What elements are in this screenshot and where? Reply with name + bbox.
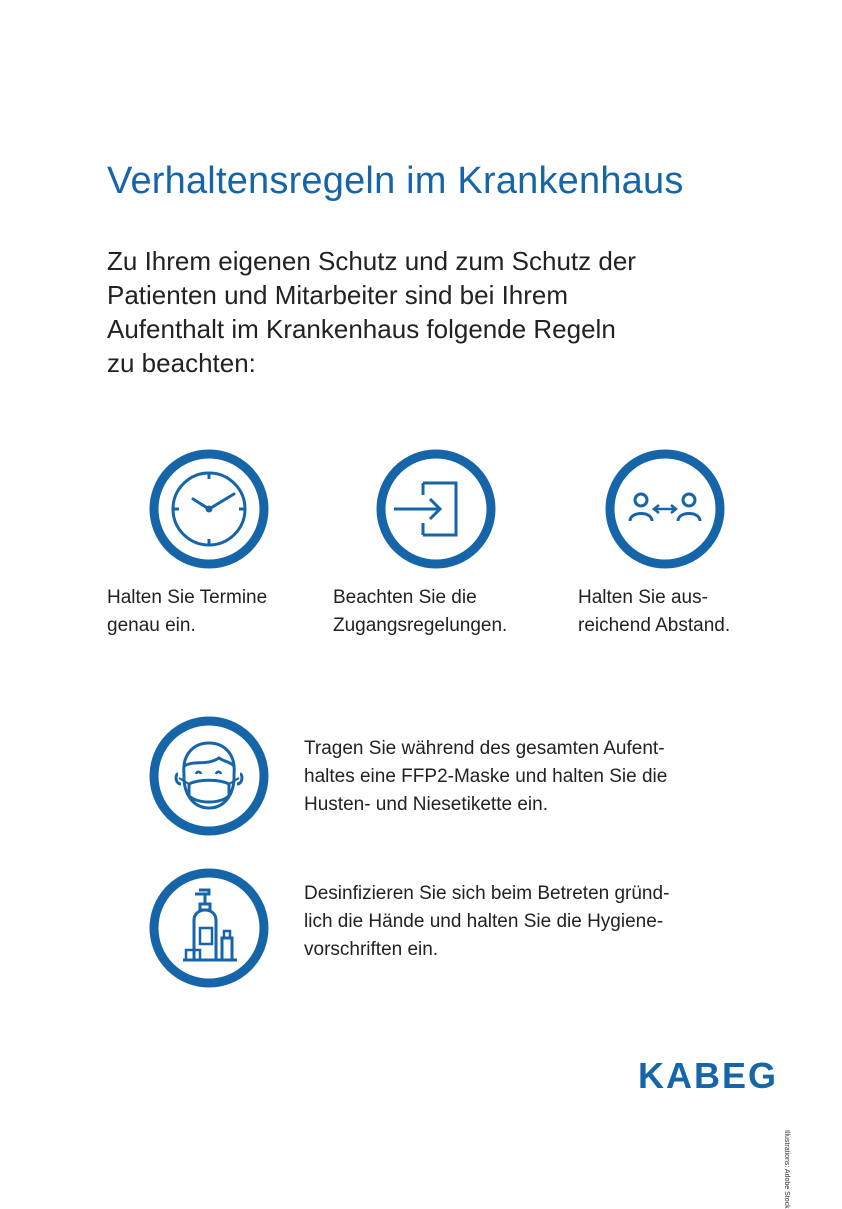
caption-line: vorschriften ein. [304,939,439,960]
disinfectant-icon [149,868,269,988]
clock-icon [149,449,269,569]
caption-line: Halten Sie aus- [578,587,708,608]
intro-text [107,244,747,380]
caption-line: Tragen Sie während des gesamten Aufent- [304,738,665,759]
rule-caption-distance [578,584,730,640]
caption-line: Zugangsregelungen. [333,615,508,636]
caption-line: Beachten Sie die [333,587,477,608]
rule-caption-mask [304,735,667,819]
intro-line: Patienten und Mitarbeiter sind bei Ihrem [107,280,569,310]
rule-caption-disinfection [304,880,669,964]
distance-icon [605,449,725,569]
caption-line: haltes eine FFP2-Maske und halten Sie die [304,766,668,787]
intro-line: zu beachten: [107,348,256,378]
caption-line: Husten- und Niesetikette ein. [304,794,548,815]
caption-line: genau ein. [107,615,196,636]
entrance-icon [376,449,496,569]
page-title: Verhaltensregeln im Krankenhaus [107,160,684,202]
caption-line: Halten Sie Termine [107,587,268,608]
caption-line: Desinfizieren Sie sich beim Betreten gründ- [304,883,670,904]
rule-caption-appointments [107,584,267,640]
mask-icon [149,716,269,836]
image-credit: Illustrations: Adobe Stock [783,1130,790,1209]
kabeg-logo: KABEG [638,1055,779,1096]
intro-line: Zu Ihrem eigenen Schutz und zum Schutz der [107,246,636,276]
caption-line: lich die Hände und halten Sie die Hygiene- [304,911,664,932]
rule-caption-access [333,584,507,640]
caption-line: reichend Abstand. [578,615,731,636]
intro-line: Aufenthalt im Krankenhaus folgende Regeln [107,314,616,344]
